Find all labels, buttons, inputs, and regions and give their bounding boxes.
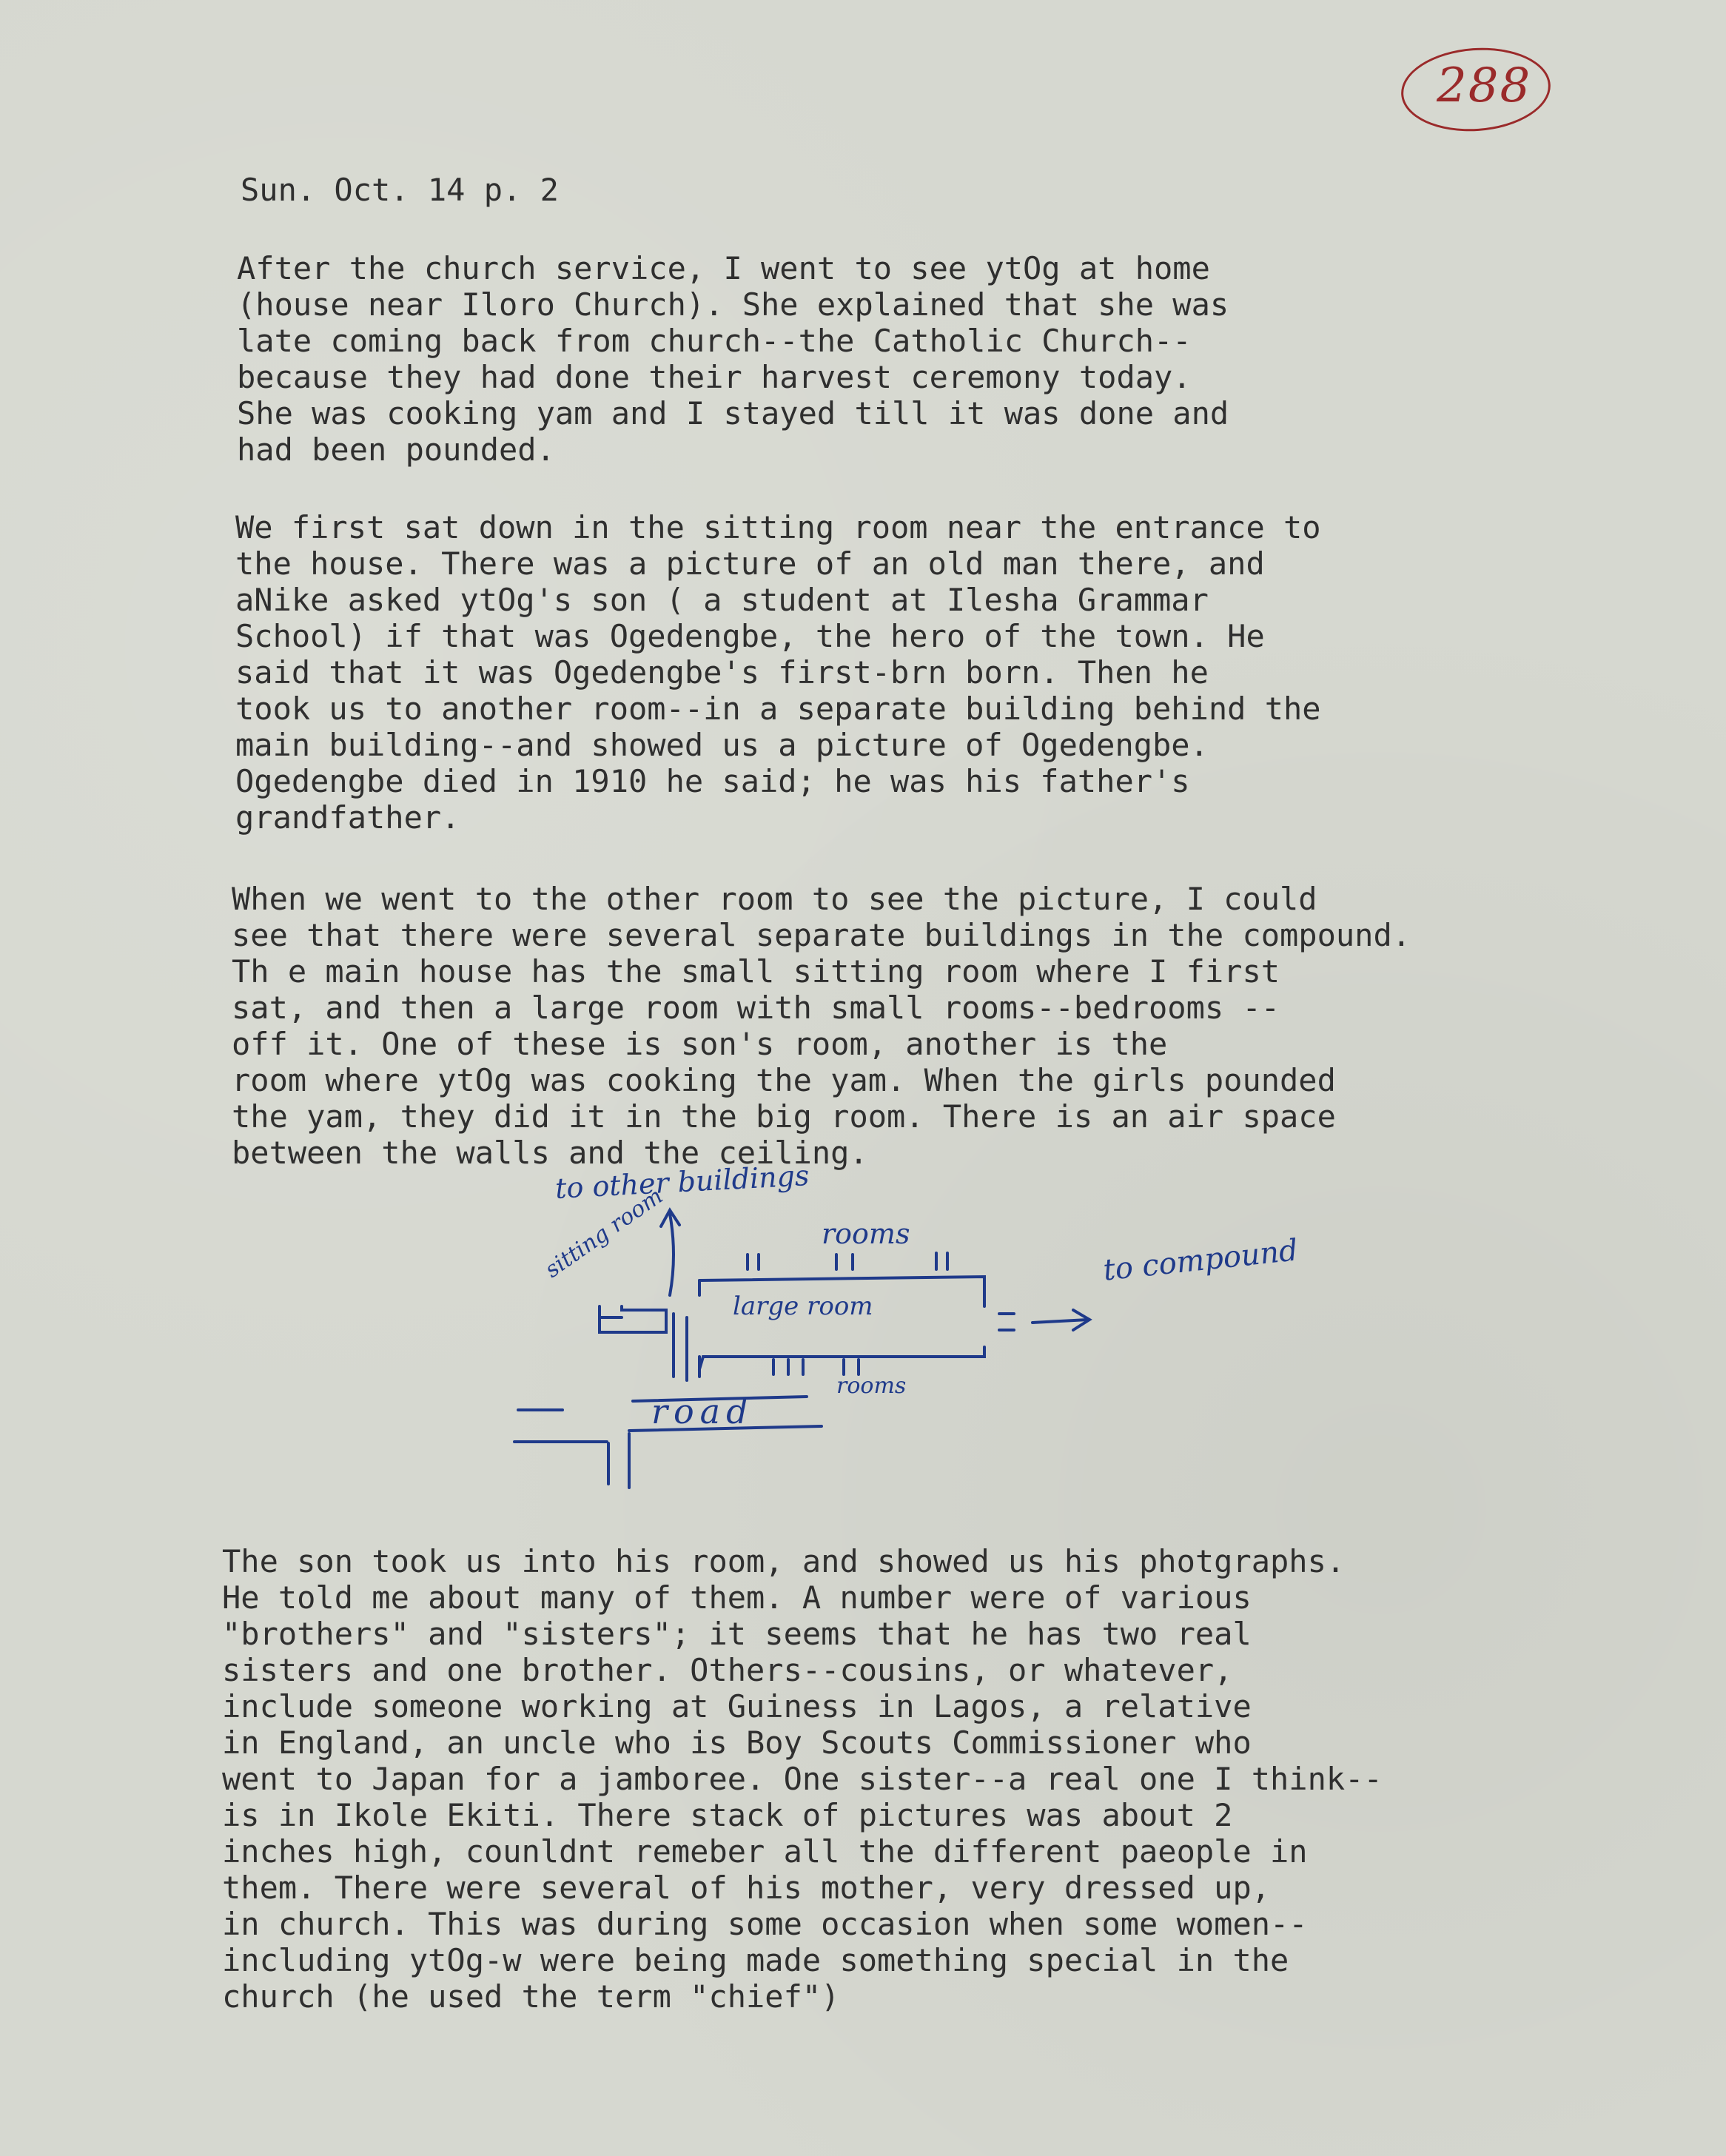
- text-line: The son took us into his room, and showed us his photgraphs.: [222, 1543, 1346, 1579]
- text-line: We first sat down in the sitting room near the entrance to: [235, 509, 1321, 545]
- text-line: inches high, counldnt remeber all the different paeople in: [222, 1833, 1308, 1870]
- text-line: the yam, they did it in the big room. There is an air space: [232, 1098, 1336, 1135]
- text-line: took us to another room--in a separate building behind the: [235, 691, 1321, 727]
- text-line: She was cooking yam and I stayed till it was done and: [237, 395, 1229, 431]
- text-line: grandfather.: [235, 799, 460, 836]
- paragraph-4: [222, 1543, 1383, 2015]
- text-line: had been pounded.: [237, 431, 555, 468]
- label-large-room: large room: [733, 1292, 873, 1321]
- text-line: church (he used the term "chief"): [222, 1978, 840, 2015]
- text-line: aNike asked ytOg's son ( a student at Ilesha Grammar: [235, 582, 1209, 618]
- text-line: main building--and showed us a picture of Ogedengbe.: [235, 727, 1209, 763]
- text-line: late coming back from church--the Catholic Church--: [237, 323, 1192, 359]
- text-line: "brothers" and "sisters"; it seems that he has two real: [222, 1616, 1252, 1652]
- text-line: He told me about many of them. A number were of various: [222, 1579, 1252, 1616]
- text-line: After the church service, I went to see ytOg at home: [237, 250, 1210, 286]
- label-to-compound: to compound: [1101, 1233, 1300, 1288]
- label-rooms-top: rooms: [822, 1218, 910, 1250]
- paragraph-1: [237, 250, 1229, 468]
- text-line: Ogedengbe died in 1910 he said; he was his father's: [235, 763, 1190, 799]
- house-sketch: [511, 1159, 1347, 1506]
- text-line: is in Ikole Ekiti. There stack of pictures was about 2: [222, 1797, 1233, 1833]
- page-number: 288: [1437, 58, 1532, 113]
- text-line: Th e main house has the small sitting room where I first: [232, 953, 1280, 990]
- text-line: between the walls and the ceiling.: [232, 1135, 868, 1171]
- label-road: road: [651, 1391, 754, 1431]
- text-line: the house. There was a picture of an old man there, and: [235, 545, 1265, 582]
- label-rooms-bottom: rooms: [836, 1373, 907, 1399]
- text-line: them. There were several of his mother, very dressed up,: [222, 1870, 1271, 1906]
- label-to-other-buildings: to other buildings: [554, 1159, 810, 1205]
- text-line: When we went to the other room to see the picture, I could: [232, 881, 1317, 917]
- text-line: room where ytOg was cooking the yam. When the girls pounded: [232, 1062, 1336, 1098]
- text-line: include someone working at Guiness in Lagos, a relative: [222, 1688, 1252, 1725]
- page-number-circle: [1401, 48, 1549, 130]
- text-line: off it. One of these is son's room, another is the: [232, 1026, 1168, 1062]
- entry-heading: Sun. Oct. 14 p. 2: [241, 172, 559, 208]
- text-line: in England, an uncle who is Boy Scouts Commissioner who: [222, 1725, 1252, 1761]
- text-line: including ytOg-w were being made something special in the: [222, 1942, 1289, 1978]
- text-line: (house near Iloro Church). She explained that she was: [237, 286, 1229, 323]
- label-sitting-room: sitting room: [540, 1183, 668, 1283]
- text-line: went to Japan for a jamboree. One sister--a real one I think--: [222, 1761, 1383, 1797]
- text-line: sisters and one brother. Others--cousins, or whatever,: [222, 1652, 1233, 1688]
- paragraph-3: [232, 881, 1411, 1171]
- paragraph-2: [235, 509, 1321, 836]
- text-line: School) if that was Ogedengbe, the hero of the town. He: [235, 618, 1265, 654]
- text-line: sat, and then a large room with small rooms--bedrooms --: [232, 990, 1280, 1026]
- text-line: see that there were several separate buildings in the compound.: [232, 917, 1411, 953]
- text-line: because they had done their harvest ceremony today.: [237, 359, 1192, 395]
- text-line: in church. This was during some occasion when some women--: [222, 1906, 1308, 1942]
- text-line: said that it was Ogedengbe's first-brn born. Then he: [235, 654, 1209, 691]
